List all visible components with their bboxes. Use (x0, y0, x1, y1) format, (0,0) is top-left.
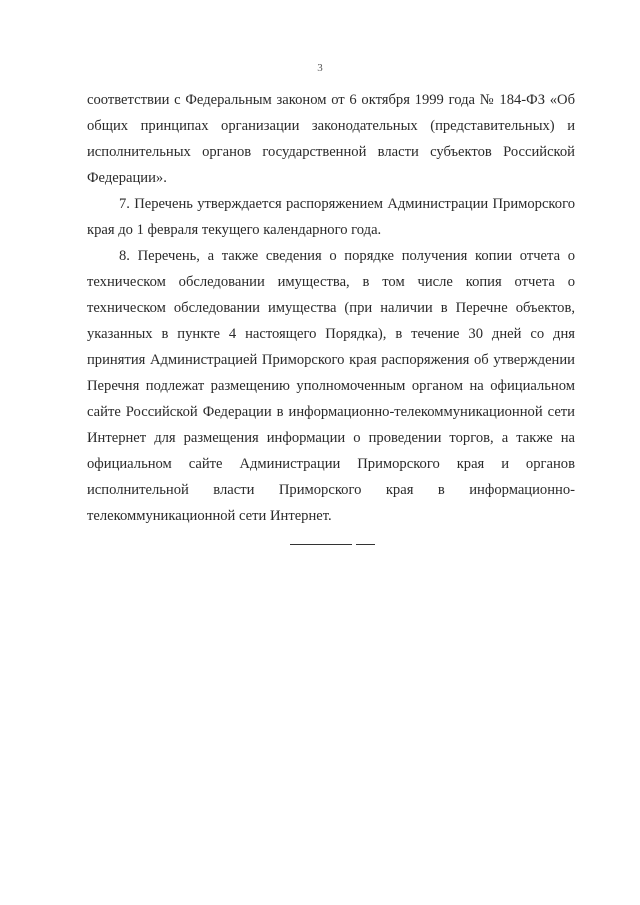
paragraph-item-8: 8. Перечень, а также сведения о порядке получения копии отчета о техническом обследовании имущества, в том числе копия отчета о техническом обследовании имущества (при наличии в Перечне объектов, указанных в пункте 4 настоящего Порядка), в течение 30 дней со дня принятия Администрацией Приморского края распоряжения об утверждении Перечня подлежат размещению уполномоченным органом на официальном сайте Российской Федерации в информационно-телекоммуникационной сети Интернет для размещения информации о проведении торгов, а также на официальном сайте Администрации Приморского края и органов исполнительной власти Приморского края в информационно-телекоммуникационной сети Интернет. (87, 248, 575, 524)
divider-line-long (290, 544, 352, 545)
paragraph-item-7: 7. Перечень утверждается распоряжением Администрации Приморского края до 1 февраля текущего календарного года. (87, 196, 575, 238)
paragraph-continuation: соответствии с Федеральным законом от 6 октября 1999 года № 184-ФЗ «Об общих принципах организации законодательных (представительных) и исполнительных органов государственной власти субъектов Российской Федерации». (87, 92, 575, 186)
document-body (87, 87, 575, 529)
divider-line-short (356, 544, 375, 545)
end-of-document-divider (290, 544, 375, 545)
page-number: 3 (317, 62, 323, 74)
